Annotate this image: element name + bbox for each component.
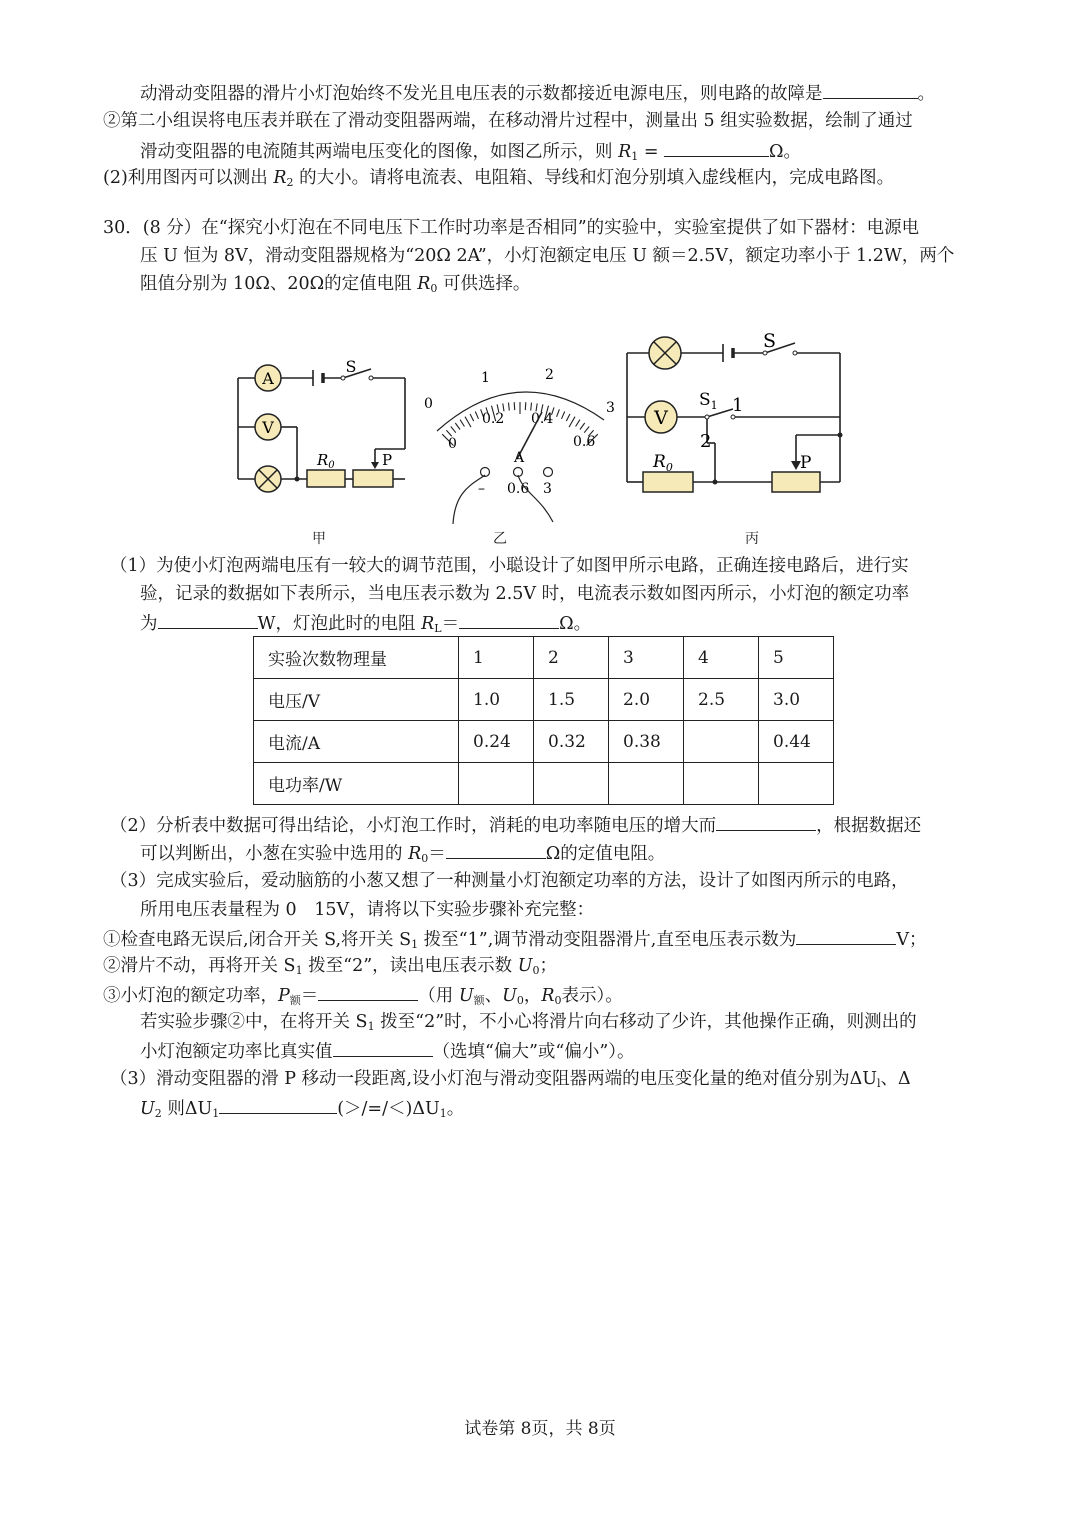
voltmeter-label: V bbox=[262, 418, 274, 437]
answer-blank[interactable] bbox=[823, 80, 918, 99]
switch-label: S bbox=[345, 357, 357, 376]
table-cell: 电压/V bbox=[254, 679, 459, 721]
text: (2)利用图丙可以测出 bbox=[103, 168, 274, 188]
part3b-line1 bbox=[110, 1067, 911, 1096]
terminal-label: 3 bbox=[543, 481, 552, 497]
dial-tick bbox=[509, 403, 510, 411]
text: ，根据数据还 bbox=[816, 816, 922, 836]
terminal-label: – bbox=[478, 481, 485, 497]
position-1-label: 1 bbox=[732, 395, 744, 416]
top-scale-label: 1 bbox=[481, 370, 490, 386]
table-cell[interactable] bbox=[534, 763, 609, 805]
text: Ω的定值电阻。 bbox=[545, 844, 666, 864]
subscript: L bbox=[434, 622, 442, 635]
table-row bbox=[254, 721, 834, 763]
fixed-resistor-icon bbox=[307, 470, 345, 487]
resistor-label: $R_0$ bbox=[317, 451, 335, 471]
text: Ω。 bbox=[559, 614, 592, 634]
text: 可供选择。 bbox=[437, 274, 531, 294]
symbol: U bbox=[458, 986, 474, 1006]
question-30-line2: 压 U 恒为 8V，滑动变阻器规格为“20Ω 2A”，小灯泡额定电压 U 额＝2.5V，额定功率小于 1.2W，两个 bbox=[140, 246, 955, 266]
table-header-row bbox=[254, 637, 834, 679]
symbol: R bbox=[273, 168, 287, 188]
part3-line2: 所用电压表量程为 0 15V，请将以下实验步骤补充完整： bbox=[140, 900, 595, 920]
text: （2）分析表中数据可得出结论，小灯泡工作时，消耗的电功率随电压的增大而 bbox=[110, 816, 717, 836]
switch1-label: $S_1$ bbox=[699, 390, 718, 412]
subscript: 0 bbox=[430, 282, 438, 295]
bottom-scale-label: 0.4 bbox=[531, 411, 554, 427]
top-scale-label: 0 bbox=[424, 396, 433, 412]
subscript: 1 bbox=[212, 1107, 220, 1120]
text: ， bbox=[523, 986, 542, 1006]
table-cell: 实验次数物理量 bbox=[254, 637, 459, 679]
text: 为 bbox=[140, 614, 158, 634]
text: ③小灯泡的额定功率， bbox=[103, 986, 278, 1006]
text: ①检查电路无误后,闭合开关 S,将开关 S bbox=[103, 930, 412, 950]
dial-unit: A bbox=[514, 450, 525, 466]
text-line: ②第二小组误将电压表并联在了滑动变阻器两端，在移动滑片过程中，测量出 5 组实验数据，绘制了通过 bbox=[103, 111, 913, 131]
table-cell: 3 bbox=[609, 637, 684, 679]
answer-blank[interactable] bbox=[333, 1038, 433, 1057]
text: （3）滑动变阻器的滑 P 移动一段距离,设小灯泡与滑动变阻器两端的电压变化量的绝对值分别为ΔU bbox=[110, 1069, 877, 1089]
text: 表示）。 bbox=[561, 986, 623, 1006]
dial-tick bbox=[557, 409, 560, 417]
symbol: U bbox=[140, 1099, 155, 1119]
text: 的大小。请将电流表、电阻箱、导线和灯泡分别填入虚线框内，完成电路图。 bbox=[293, 168, 895, 188]
text: ②滑片不动，再将开关 S bbox=[103, 956, 296, 976]
subscript: 1 bbox=[631, 150, 639, 163]
table-cell[interactable] bbox=[684, 721, 759, 763]
dial-tick bbox=[465, 417, 471, 427]
subscript: 额 bbox=[473, 994, 485, 1007]
text-line bbox=[103, 166, 894, 195]
text: 拨至“2”，读出电压表示数 bbox=[302, 956, 518, 976]
symbol: R bbox=[417, 274, 431, 294]
text: 可以判断出，小葱在实验中选用的 bbox=[140, 844, 409, 864]
table-cell[interactable] bbox=[459, 763, 534, 805]
table-cell: 4 bbox=[684, 637, 759, 679]
ammeter-dial-figure-yi bbox=[415, 362, 625, 527]
symbol: R bbox=[541, 986, 555, 1006]
text: 拨至“1”,调节滑动变阻器滑片,直至电压表示数为 bbox=[418, 930, 797, 950]
text: 。 bbox=[917, 84, 935, 104]
answer-blank[interactable] bbox=[796, 926, 896, 945]
table-cell: 1.0 bbox=[459, 679, 534, 721]
text: 若实验步骤②中，在将开关 S bbox=[140, 1012, 368, 1032]
text: ＝ bbox=[441, 614, 460, 634]
dial-tick bbox=[514, 402, 515, 410]
bottom-scale-label: 0 bbox=[448, 436, 457, 452]
dial-tick bbox=[566, 414, 570, 421]
part1-line1: （1）为使小灯泡两端电压有一较大的调节范围，小聪设计了如图甲所示电路，正确连接电路后，进行实 bbox=[110, 556, 909, 576]
top-scale-label: 2 bbox=[545, 367, 554, 383]
table-cell[interactable] bbox=[684, 763, 759, 805]
question-30-line1: 30．(8 分）在“探究小灯泡在不同电压下工作时功率是否相同”的实验中，实验室提供了如下器材：电源电 bbox=[103, 218, 920, 238]
bottom-scale-label: 0.6 bbox=[573, 434, 596, 450]
table-cell: 0.32 bbox=[534, 721, 609, 763]
table-row bbox=[254, 679, 834, 721]
step2 bbox=[103, 954, 557, 983]
terminal-label: 0.6 bbox=[507, 481, 530, 497]
text-line bbox=[140, 138, 801, 169]
table-row bbox=[254, 763, 834, 805]
text: ＝ bbox=[428, 844, 446, 864]
subscript: 1 bbox=[367, 1020, 375, 1033]
resistor-label: $R_0$ bbox=[653, 452, 673, 474]
fixed-resistor-icon bbox=[643, 472, 693, 492]
symbol: U bbox=[502, 986, 517, 1006]
text: 小灯泡额定功率比真实值 bbox=[140, 1042, 333, 1062]
part3b-line2 bbox=[140, 1095, 464, 1126]
text: = bbox=[638, 142, 665, 162]
dial-tick bbox=[525, 402, 526, 410]
switch-label: S bbox=[763, 330, 777, 352]
text: (＞/=/＜)ΔU bbox=[337, 1099, 440, 1119]
subscript: 额 bbox=[289, 994, 301, 1007]
slider-label: P bbox=[382, 451, 393, 469]
answer-blank[interactable] bbox=[446, 840, 546, 859]
dial-tick bbox=[569, 417, 575, 427]
text: 滑动变阻器的电流随其两端电压变化的图像，如图乙所示，则 bbox=[140, 142, 619, 162]
figure-caption-bing: 丙 bbox=[745, 531, 759, 547]
slider-label: P bbox=[800, 453, 812, 473]
symbol: P bbox=[278, 986, 290, 1006]
table-cell: 2 bbox=[534, 637, 609, 679]
text: 、 bbox=[484, 986, 503, 1006]
table-cell: 1 bbox=[459, 637, 534, 679]
part1-line2: 验，记录的数据如下表所示，当电压表示数为 2.5V 时，电流表示数如图丙所示，小灯泡的额定功率 bbox=[140, 584, 910, 604]
part3-line1: （3）完成实验后，爱动脑筋的小葱又想了一种测量小灯泡额定功率的方法，设计了如图丙所示的电路， bbox=[110, 871, 909, 891]
symbol: R bbox=[421, 614, 435, 634]
symbol: R bbox=[408, 844, 422, 864]
subscript: 1 bbox=[439, 1107, 447, 1120]
table-cell: 2.5 bbox=[684, 679, 759, 721]
text: 拨至“2”时，不小心将滑片向右移动了少许，其他操作正确，则测出的 bbox=[374, 1012, 917, 1032]
table-cell[interactable] bbox=[759, 763, 834, 805]
text: 阻值分别为 10Ω、20Ω的定值电阻 bbox=[140, 274, 418, 294]
text: ； bbox=[539, 956, 557, 976]
subscript: 0 bbox=[554, 994, 562, 1007]
step1 bbox=[103, 926, 926, 957]
rheostat-icon bbox=[353, 470, 393, 487]
dial-tick bbox=[460, 420, 464, 427]
circuit-figure-bing bbox=[615, 325, 845, 500]
answer-blank[interactable] bbox=[664, 138, 769, 157]
answer-blank[interactable] bbox=[318, 982, 418, 1001]
table-cell[interactable] bbox=[609, 763, 684, 805]
text: Ω。 bbox=[769, 142, 802, 162]
text: 、Δ bbox=[880, 1069, 911, 1089]
subscript: 1 bbox=[411, 938, 419, 951]
symbol: U bbox=[517, 956, 533, 976]
text: 则ΔU bbox=[161, 1099, 213, 1119]
table-cell: 0.44 bbox=[759, 721, 834, 763]
text-line bbox=[140, 80, 935, 106]
text: W，灯泡此时的电阻 bbox=[257, 614, 422, 634]
figure-caption-yi: 乙 bbox=[493, 531, 507, 547]
text: 动滑动变阻器的滑片小灯泡始终不发光且电压表的示数都接近电源电压，则电路的故障是 bbox=[140, 84, 823, 104]
subscript: 2 bbox=[154, 1107, 162, 1120]
table-cell: 0.38 bbox=[609, 721, 684, 763]
dial-tick bbox=[562, 412, 565, 419]
text: （用 bbox=[418, 986, 459, 1006]
table-cell: 1.5 bbox=[534, 679, 609, 721]
figure-caption-jia: 甲 bbox=[312, 531, 326, 547]
dial-tick bbox=[531, 403, 532, 411]
part2-line1 bbox=[110, 812, 921, 838]
dial-tick bbox=[455, 423, 460, 430]
terminal-icon bbox=[544, 468, 553, 477]
question-30-line3 bbox=[140, 272, 530, 301]
top-scale-label: 3 bbox=[606, 400, 615, 416]
circuit-figure-jia bbox=[225, 352, 420, 497]
position-2-label: 2 bbox=[700, 431, 712, 452]
note-line1 bbox=[140, 1010, 917, 1039]
subscript: 0 bbox=[516, 994, 524, 1007]
answer-blank[interactable] bbox=[716, 812, 816, 831]
step3 bbox=[103, 982, 623, 1013]
dial-tick bbox=[584, 427, 589, 433]
table-cell: 0.24 bbox=[459, 721, 534, 763]
table-cell: 3.0 bbox=[759, 679, 834, 721]
table-cell: 5 bbox=[759, 637, 834, 679]
subscript: 2 bbox=[286, 176, 294, 189]
text: （选填“偏大”或“偏小”）。 bbox=[432, 1042, 635, 1062]
note-line2 bbox=[140, 1038, 635, 1064]
table-cell: 2.0 bbox=[609, 679, 684, 721]
table-cell: 电流/A bbox=[254, 721, 459, 763]
data-table bbox=[253, 636, 834, 805]
page-footer: 试卷第 8页，共 8页 bbox=[464, 1419, 616, 1439]
answer-blank[interactable] bbox=[459, 610, 559, 629]
part2-line2 bbox=[140, 840, 665, 871]
dial-tick bbox=[580, 423, 585, 430]
answer-blank[interactable] bbox=[158, 610, 258, 629]
symbol: R bbox=[618, 142, 632, 162]
rheostat-icon bbox=[772, 472, 820, 492]
dial-tick bbox=[475, 412, 478, 419]
ammeter-label: A bbox=[262, 369, 274, 388]
text: 。 bbox=[446, 1099, 465, 1119]
text: ＝ bbox=[300, 986, 319, 1006]
voltmeter-label: V bbox=[654, 407, 668, 429]
dial-tick bbox=[470, 414, 474, 421]
dial-tick bbox=[576, 420, 580, 427]
answer-blank[interactable] bbox=[219, 1095, 337, 1114]
text: V； bbox=[896, 930, 927, 950]
subscript: 1 bbox=[295, 964, 303, 977]
bottom-scale-label: 0.2 bbox=[482, 411, 505, 427]
dial-tick bbox=[451, 427, 456, 433]
subscript: l bbox=[876, 1077, 881, 1090]
table-cell: 电功率/W bbox=[254, 763, 459, 805]
subscript: 0 bbox=[421, 852, 429, 865]
subscript: 0 bbox=[532, 964, 540, 977]
